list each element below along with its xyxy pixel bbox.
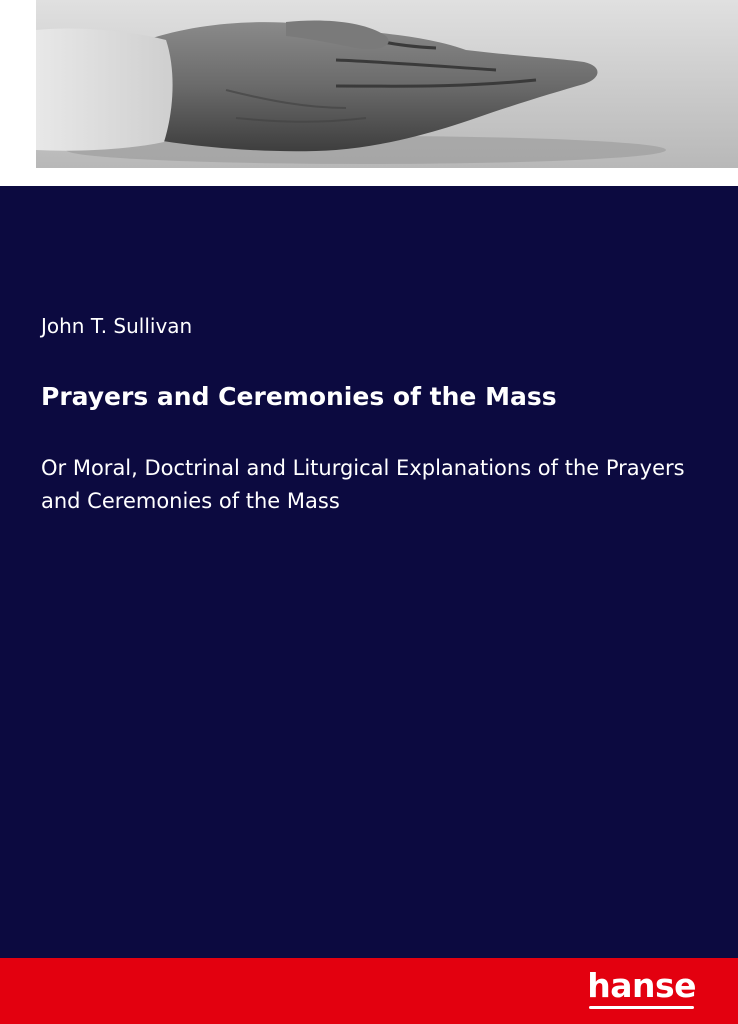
book-subtitle: Or Moral, Doctrinal and Liturgical Explanations of the Prayers and Ceremonies of the Mass: [41, 456, 685, 513]
publisher-logo-text: hanse: [587, 966, 696, 1005]
author-name: John T. Sullivan: [41, 314, 193, 338]
cover-title-panel: [0, 186, 738, 958]
publisher-logo: [587, 966, 696, 1010]
publisher-band: [0, 958, 738, 1024]
open-hand-photo: [36, 0, 738, 168]
book-title: Prayers and Ceremonies of the Mass: [41, 382, 557, 411]
cover-photo-band: [0, 0, 738, 186]
logo-underline-swoosh: [589, 1006, 694, 1009]
